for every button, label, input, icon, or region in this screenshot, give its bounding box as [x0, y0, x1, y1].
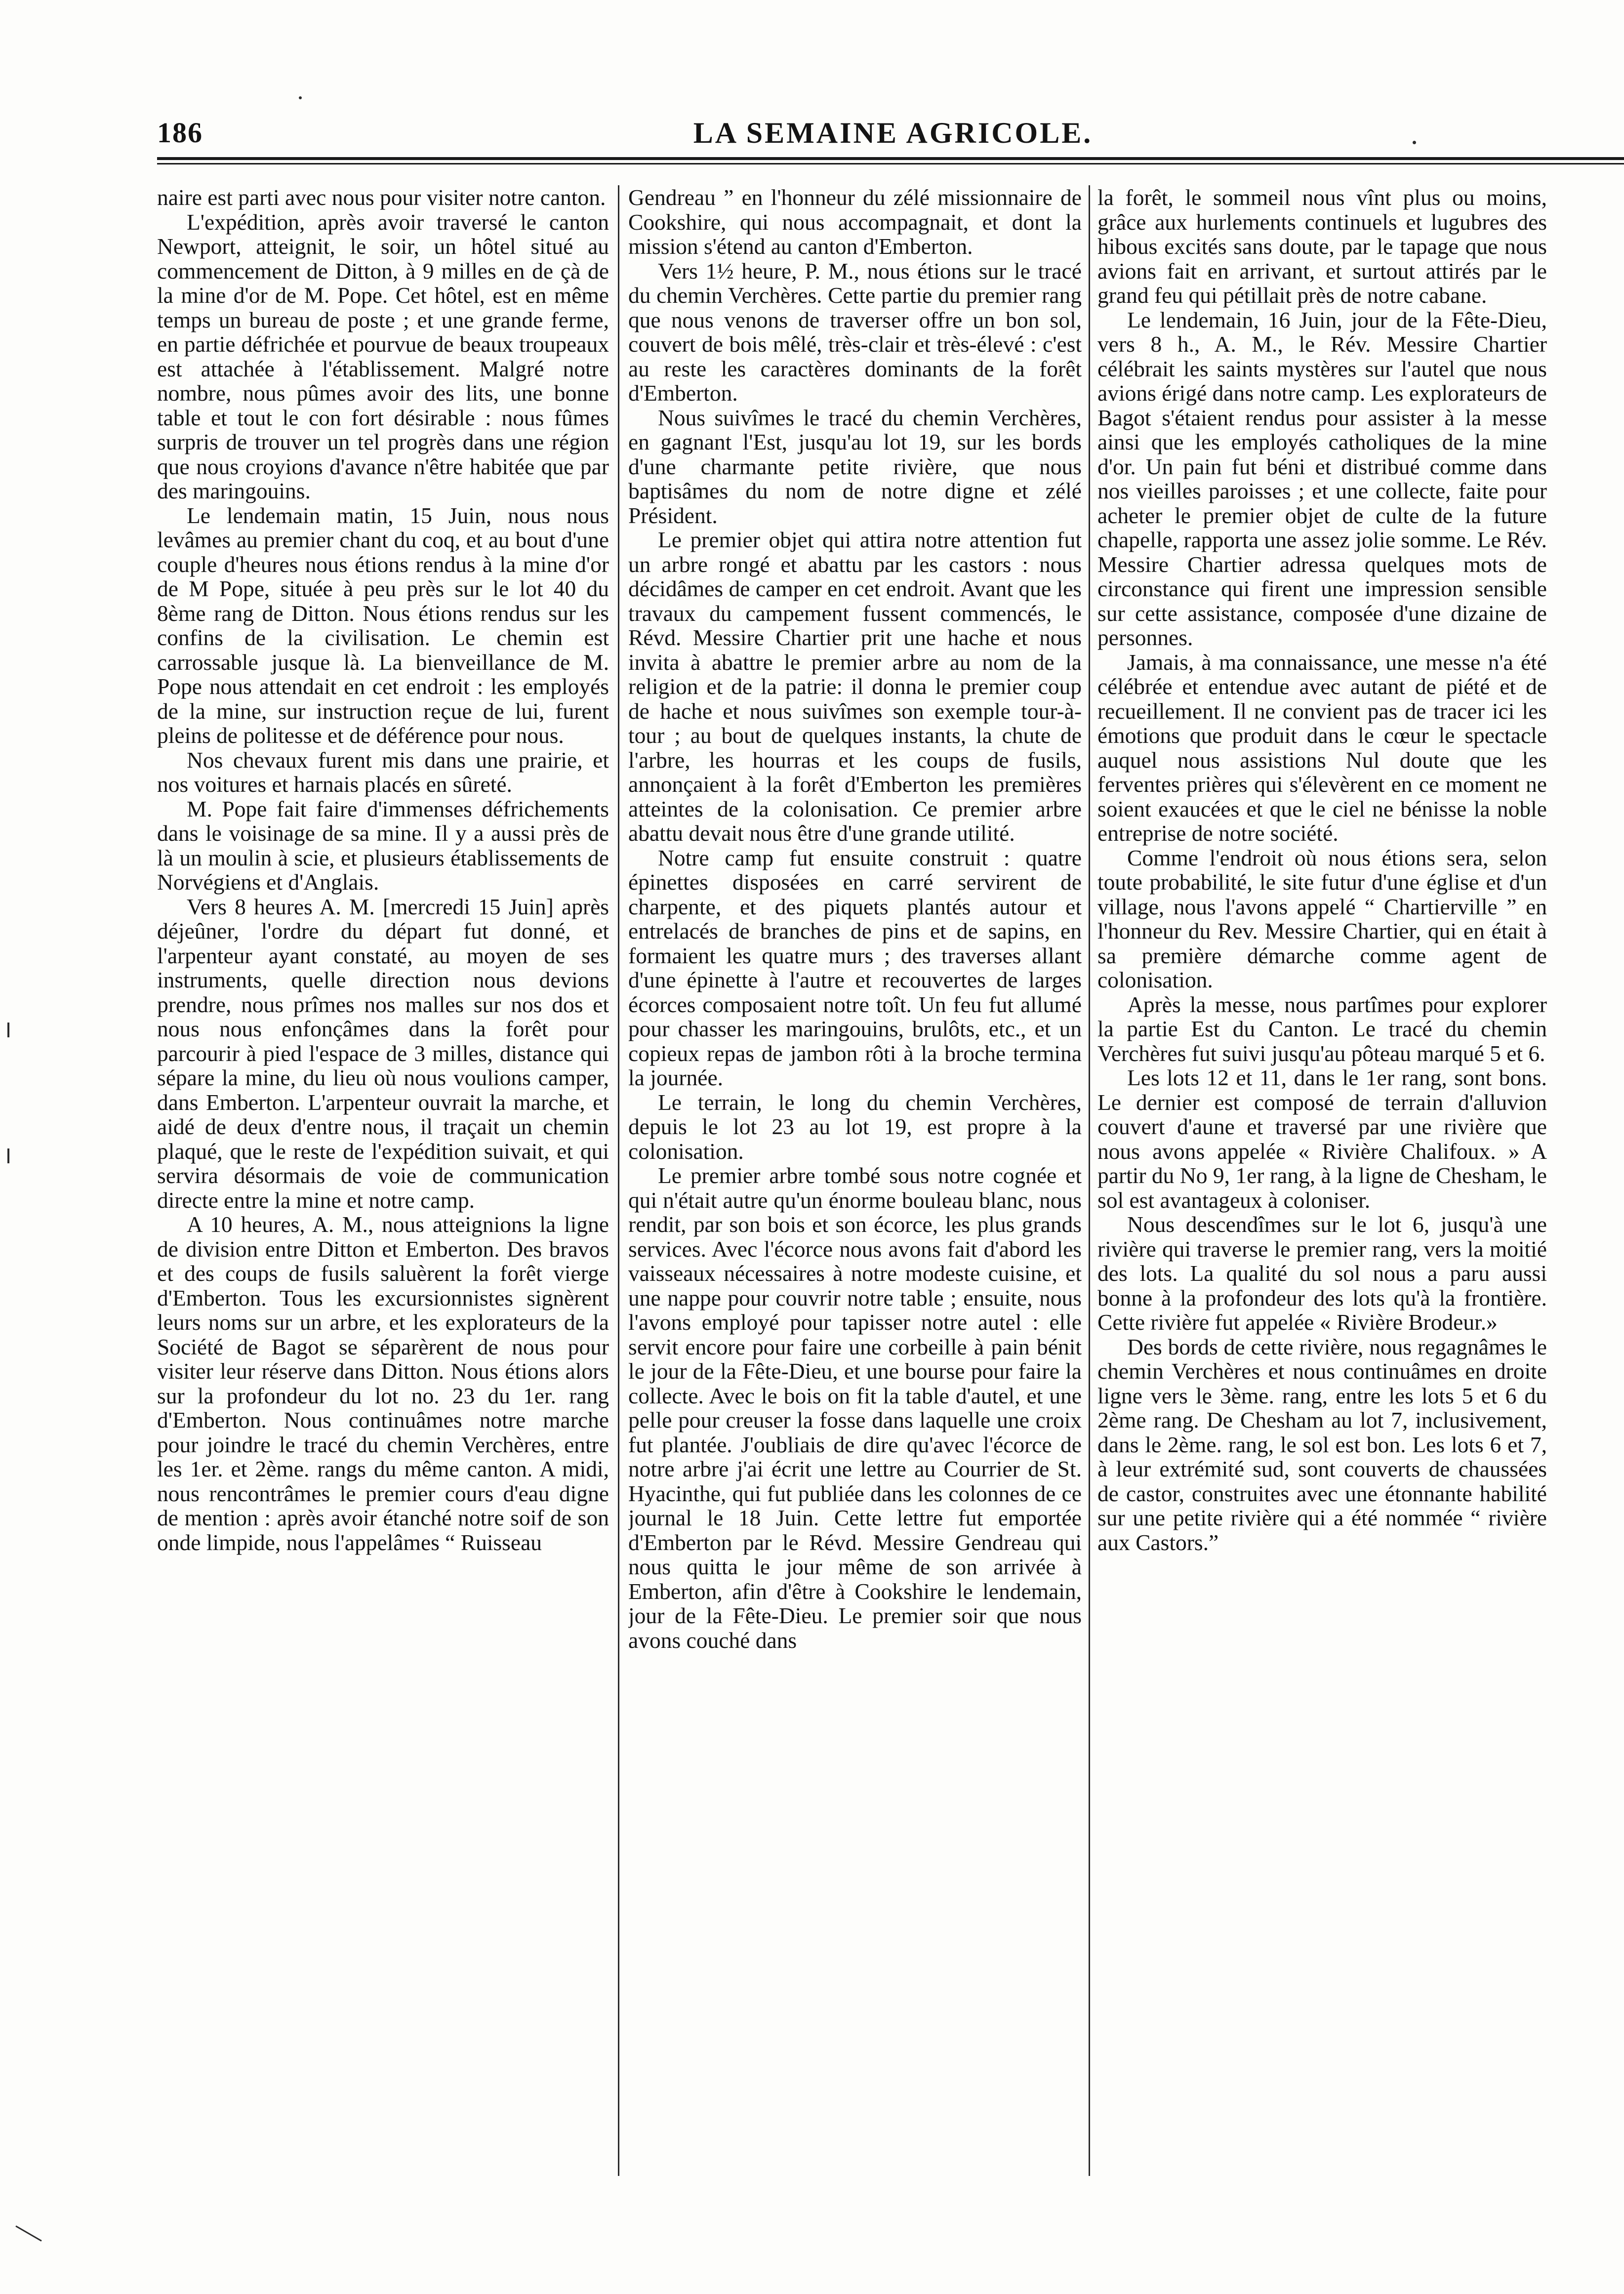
paragraph: Jamais, à ma connaissance, une messe n'a été célébrée et entendue avec autant de piété et de recueillement. Il ne convient pas de tracer ici les émotions que produit dans le cœur le spectacle auquel nous assistions Nul doute que les ferventes prières qui s'élevèrent en ce moment ne soient exaucées et que le ciel ne bénisse la noble entreprise de notre société. — [1097, 649, 1547, 846]
paragraph: Nos chevaux furent mis dans une prairie, et nos voitures et harnais placés en sûreté. — [157, 747, 609, 797]
column-1 — [157, 185, 609, 2181]
paragraph: Le lendemain, 16 Juin, jour de la Fête-Dieu, vers 8 h., A. M., le Rév. Messire Chartier célébrait les saints mystères sur l'autel que nous avions érigé dans notre camp. Les explorateurs de Bagot s'étaient rendus pour assister à la messe ainsi que les employés catholiques de la mine d'or. Un pain fut béni et distribué comme dans nos vieilles paroisses ; et une collecte, faite pour acheter le premier objet de culte de la future chapelle, rapporta une assez jolie somme. Le Rév. Messire Chartier adressa quelques mots de circonstance qui firent une impression sensible sur cette assistance, composée d'une dizaine de personnes. — [1097, 307, 1547, 650]
page-number: 186 — [157, 117, 203, 149]
paragraph: Des bords de cette rivière, nous regagnâmes le chemin Verchères et nous continuâmes en droite ligne vers le 3ème. rang, entre les lots 5 et 6 du 2ème rang. De Chesham au lot 7, inclusivement, dans le 2ème. rang, le sol est bon. Les lots 6 et 7, à leur extrémité sud, sont couverts de chaussées de castor, construites avec une étonnante habilité sur une petite rivière qui a été nommée “ rivière aux Castors.” — [1097, 1334, 1547, 1555]
header-rule-thin — [157, 163, 1624, 164]
column-2 — [628, 185, 1082, 2181]
paragraph: M. Pope fait faire d'immenses défrichements dans le voisinage de sa mine. Il y a aussi près de là un moulin à scie, et plusieurs établissements de Norvégiens et d'Anglais. — [157, 796, 609, 895]
header-rule-thick — [157, 157, 1624, 160]
paragraph: Comme l'endroit où nous étions sera, selon toute probabilité, le site futur d'une église et d'un village, nous l'avons appelé “ Chartierville ” en l'honneur du Rev. Messire Chartier, qui en était à sa première démarche comme agent de colonisation. — [1097, 845, 1547, 992]
paragraph: naire est parti avec nous pour visiter notre canton. — [157, 185, 606, 210]
column-divider-1 — [618, 185, 619, 2176]
print-speck — [299, 96, 302, 99]
paragraph: Après la messe, nous partîmes pour explorer la partie Est du Canton. Le tracé du chemin Verchères fut suivi jusqu'au pôteau marqué 5 et 6. — [1097, 991, 1547, 1066]
paragraph: Le terrain, le long du chemin Verchères, depuis le lot 23 au lot 19, est propre à la colonisation. — [628, 1089, 1082, 1164]
column-divider-2 — [1089, 185, 1090, 2176]
paragraph: Le premier objet qui attira notre attention fut un arbre rongé et abattu par les castors : nous décidâmes de camper en cet endroit. Avant que les travaux du campement fussent commencés, le Révd. Messire Chartier prit une hache et nous invita à abattre le premier arbre au nom de la religion et de la patrie: il donna le premier coup de hache et nous suivîmes son exemple tour-à-tour ; au bout de quelques instants, la chute de l'arbre, les hourras et les coups de fusils, annonçaient à la forêt d'Emberton les premières atteintes de la colonisation. Ce premier arbre abattu devait nous être d'une grande utilité. — [628, 527, 1082, 846]
column-3 — [1097, 185, 1547, 2181]
print-speck — [1413, 141, 1416, 144]
paragraph: Le lendemain matin, 15 Juin, nous nous levâmes au premier chant du coq, et au bout d'une couple d'heures nous étions rendus à la mine d'or de M Pope, située à peu près sur le lot 40 du 8ème rang de Ditton. Nous étions rendus sur les confins de la civilisation. Le chemin est carrossable jusque là. La bienveillance de M. Pope nous attendait en cet endroit : les employés de la mine, sur instruction reçue de lui, furent pleins de politesse et de déférence pour nous. — [157, 502, 609, 748]
paragraph: Gendreau ” en l'honneur du zélé missionnaire de Cookshire, qui nous accompagnait, et dont la mission s'étend au canton d'Emberton. — [628, 185, 1082, 259]
margin-mark — [7, 1023, 9, 1037]
paragraph: A 10 heures, A. M., nous atteignions la ligne de division entre Ditton et Emberton. Des bravos et des coups de fusils saluèrent la forêt vierge d'Emberton. Tous les excursionnistes signèrent leurs noms sur un arbre, et les explorateurs de la Société de Bagot se séparèrent de nous pour visiter leur réserve dans Ditton. Nous étions alors sur la profondeur du lot no. 23 du 1er. rang d'Emberton. Nous continuâmes notre marche pour joindre le tracé du chemin Verchères, entre les 1er. et 2ème. rangs du même canton. A midi, nous rencontrâmes le premier cours d'eau digne de mention : après avoir étanché notre soif de son onde limpide, nous l'appelâmes “ Ruisseau — [157, 1212, 609, 1555]
paragraph: L'expédition, après avoir traversé le canton Newport, atteignit, le soir, un hôtel situé au commencement de Ditton, à 9 milles en de çà de la mine d'or de M. Pope. Cet hôtel, est en même temps un bureau de poste ; et une grande ferme, en partie défrichée et pourvue de beaux troupeaux est attachée à l'établissement. Malgré notre nombre, nous pûmes avoir des lits, une bonne table et tout le con fort désirable : nous fûmes surpris de trouver un tel progrès dans une région que nous croyions d'avance n'être habitée que par des maringouins. — [157, 209, 609, 503]
margin-mark — [7, 1148, 9, 1163]
paragraph: Vers 1½ heure, P. M., nous étions sur le tracé du chemin Verchères. Cette partie du premier rang que nous venons de traverser offre un bon sol, couvert de bois mêlé, très-clair et très-élevé : c'est au reste les caractères dominants de la forêt d'Emberton. — [628, 258, 1082, 406]
paragraph: Les lots 12 et 11, dans le 1er rang, sont bons. Le dernier est composé de terrain d'alluvion couvert d'aune et traversé par une rivière que nous avons appelée « Rivière Chalifoux. » A partir du No 9, 1er rang, à la ligne de Chesham, le sol est avantageux à coloniser. — [1097, 1065, 1547, 1213]
paragraph: Nous suivîmes le tracé du chemin Verchères, en gagnant l'Est, jusqu'au lot 19, sur les bords d'une charmante petite rivière, que nous baptisâmes du nom de notre digne et zélé Président. — [628, 405, 1082, 528]
paragraph: Notre camp fut ensuite construit : quatre épinettes disposées en carré servirent de charpente, et des piquets plantés autour et entrelacés de branches de pins et de sapins, en formaient les quatre murs ; des traverses allant d'une épinette à l'autre et recouvertes de larges écorces composaient notre toît. Un feu fut allumé pour chasser les maringouins, brulôts, etc., et un copieux repas de jambon rôti à la broche termina la journée. — [628, 845, 1082, 1090]
paragraph: Vers 8 heures A. M. [mercredi 15 Juin] après déjeûner, l'ordre du départ fut donné, et l'arpenteur ayant constaté, au moyen de ses instruments, quelle direction nous devions prendre, nous prîmes nos malles sur nos dos et nous nous enfonçâmes dans la forêt pour parcourir à pied l'espace de 3 milles, distance qui sépare la mine, du lieu où nous voulions camper, dans Emberton. L'arpenteur ouvrait la marche, et aidé de deux d'entre nous, il traçait un chemin plaqué, que le reste de l'expédition suivait, et qui servira désormais de voie de communication directe entre la mine et notre camp. — [157, 894, 609, 1213]
paragraph: Nous descendîmes sur le lot 6, jusqu'à une rivière qui traverse le premier rang, vers la moitié des lots. La qualité du sol nous a paru aussi bonne à la profondeur des lots qu'à la frontière. Cette rivière fut appelée « Rivière Brodeur.» — [1097, 1212, 1547, 1335]
margin-mark — [15, 2225, 41, 2242]
journal-title: LA SEMAINE AGRICOLE. — [693, 117, 1093, 149]
page-header — [157, 116, 1624, 161]
paragraph: la forêt, le sommeil nous vînt plus ou moins, grâce aux hurlements continuels et lugubres des hibous excités sans doute, par le tapage que nous avions fait en arrivant, et surtout attirés par le grand feu qui pétillait près de notre cabane. — [1097, 185, 1547, 308]
paragraph: Le premier arbre tombé sous notre cognée et qui n'était autre qu'un énorme bouleau blanc, nous rendit, par son bois et son écorce, les plus grands services. Avec l'écorce nous avons fait d'abord les vaisseaux nécessaires à notre modeste cuisine, et une nappe pour couvrir notre table ; ensuite, nous l'avons employé pour tapisser notre autel : elle servit encore pour faire une corbeille à pain bénit le jour de la Fête-Dieu, et une bourse pour faire la collecte. Avec le bois on fit la table d'autel, et une pelle pour creuser la fosse dans laquelle une croix fut plantée. J'oubliais de dire qu'avec l'écorce de notre arbre j'ai écrit une lettre au Courrier de St. Hyacinthe, qui fut publiée dans les colonnes de ce journal le 18 Juin. Cette lettre fut emportée d'Emberton par le Révd. Messire Gendreau qui nous quitta le jour même de son arrivée à Emberton, afin d'être à Cookshire le lendemain, jour de la Fête-Dieu. Le premier soir que nous avons couché dans — [628, 1163, 1082, 1653]
